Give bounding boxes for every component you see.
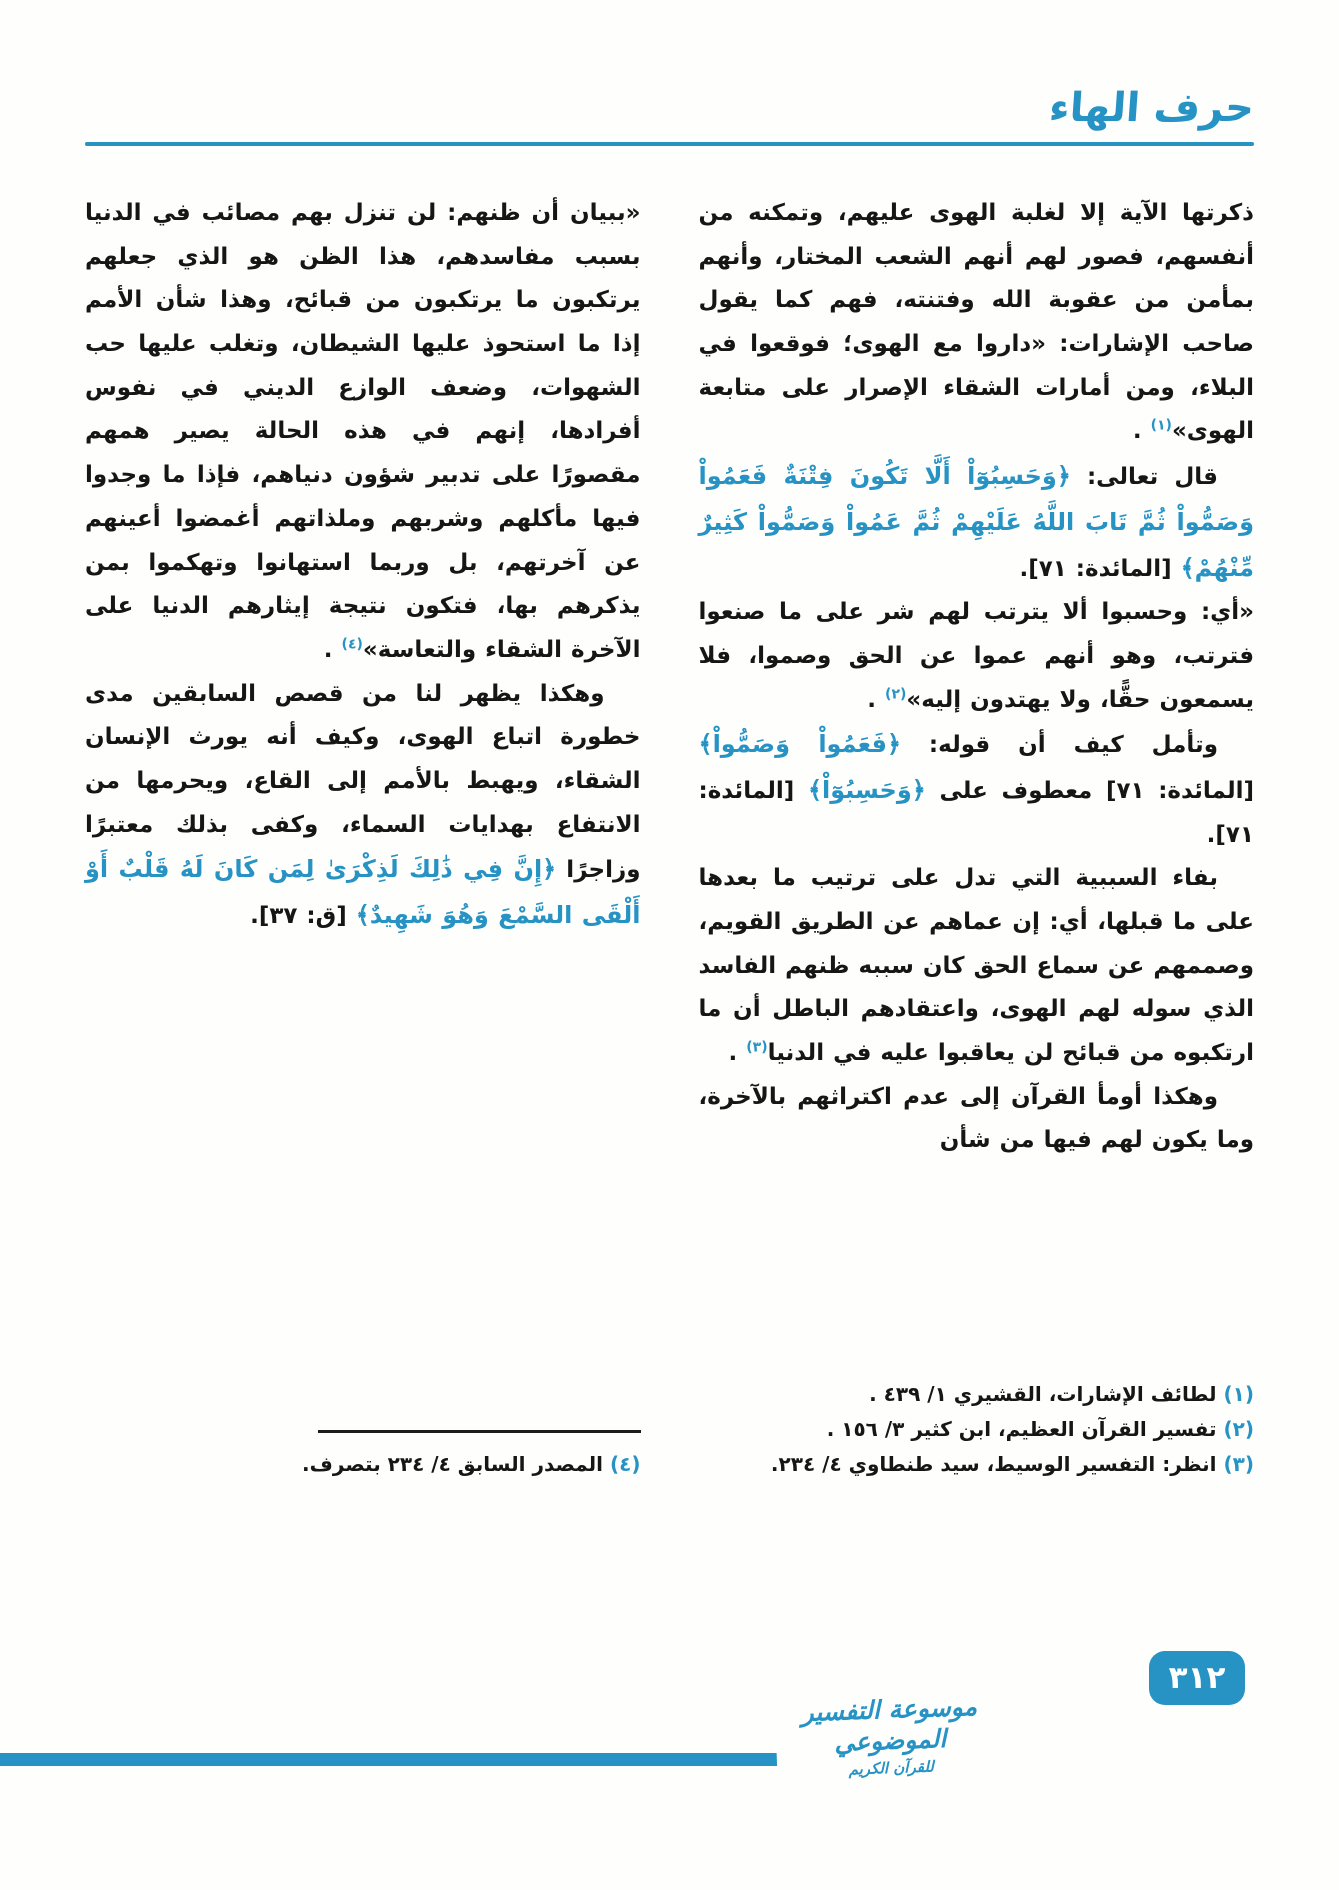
paragraph xyxy=(85,673,641,939)
footnote-text: لطائف الإشارات، القشيري ١/ ٤٣٩ . xyxy=(869,1382,1224,1406)
body-text: . xyxy=(323,636,342,663)
body-text: وهكذا أومأ القرآن إلى عدم اكتراثهم بالآخرة، وما يكون لهم فيها من شأن xyxy=(698,1083,1254,1154)
body-text: وتأمل كيف أن قوله: xyxy=(901,732,1218,759)
right-column xyxy=(699,192,1255,1482)
body-text: . xyxy=(728,1040,747,1067)
body-text: . xyxy=(1132,418,1151,445)
verse-citation: [المائدة: ٧١]. xyxy=(1019,555,1181,582)
verse-citation: [المائدة: ٧١] معطوف على xyxy=(925,777,1255,804)
quran-verse: ﴿فَعَمُواْ وَصَمُّواْ﴾ xyxy=(698,730,901,759)
paragraph xyxy=(699,857,1255,1075)
paragraph xyxy=(699,1076,1255,1163)
seal-subtitle: للقرآن الكريم xyxy=(848,1756,935,1778)
footnote-number: (٣) xyxy=(1223,1452,1254,1476)
footnote-ref: (٣) xyxy=(746,1039,768,1056)
left-column xyxy=(85,192,641,1482)
paragraph xyxy=(699,722,1255,857)
footnote-ref: (١) xyxy=(1150,417,1172,434)
text-columns xyxy=(85,192,1254,1482)
footnotes-left xyxy=(85,1430,641,1482)
verse-citation: [المائدة: ٧١]. xyxy=(698,777,1254,848)
quran-verse: ﴿وَحَسِبُوٓاْ أَلَّا تَكُونَ فِتْنَةٌ فَعَمُواْ وَصَمُّواْ ثُمَّ تَابَ اللَّهُ عَلَيْهِمْ ثُمَّ عَمُواْ وَصَمُّواْ كَثِيرٌ مِّنْهُمْ﴾ xyxy=(698,462,1254,582)
chapter-title: حرف الهاء xyxy=(1047,85,1256,131)
body-text: «أي: وحسبوا ألا يترتب لهم شر على ما صنعوا فترتب، وهو أنهم عموا عن الحق وصموا، فلا يسمعون حقًّا، ولا يهتدون إليه» xyxy=(698,599,1254,713)
footnotes-right xyxy=(699,1377,1255,1482)
page-number-badge: ٣١٢ xyxy=(1149,1651,1245,1705)
footnote-ref: (٢) xyxy=(885,685,907,702)
footnote-number: (١) xyxy=(1223,1382,1254,1406)
footnote-text: المصدر السابق ٤/ ٢٣٤ بتصرف. xyxy=(302,1452,610,1476)
body-text: . xyxy=(867,686,886,713)
body-text: «ببيان أن ظنهم: لن تنزل بهم مصائب في الدنيا بسبب مفاسدهم، هذا الظن هو الذي جعلهم يرتكبون ما يرتكبون من قبائح، وهذا شأن الأمم إذا ما استحوذ عليها الشيطان، وتغلب عليها حب الشهوات، وضعف الوازع الديني في نفوس أفرادها، إنهم في هذه الحالة يصير همهم مقصورًا على تدبير شؤون دنياهم، فإذا ما وجدوا فيها مأكلهم وشربهم وملذاتهم أغمضوا أعينهم عن آخرتهم، بل وربما استهانوا وتهكموا بمن يذكرهم بها، فتكون نتيجة إيثارهم الدنيا على الآخرة الشقاء والتعاسة» xyxy=(85,200,641,663)
paragraph xyxy=(699,192,1255,454)
header-divider xyxy=(85,142,1254,146)
verse-citation: [ق: ٣٧]. xyxy=(250,903,356,929)
publisher-seal xyxy=(774,1684,1005,1782)
footnote-separator xyxy=(318,1430,640,1433)
footnote-item xyxy=(85,1447,641,1482)
footnote-item xyxy=(699,1377,1255,1412)
footnote-number: (٢) xyxy=(1223,1417,1254,1441)
quran-verse: ﴿وَحَسِبُوٓاْ﴾ xyxy=(807,775,926,804)
footnote-item xyxy=(699,1447,1255,1482)
footnote-number: (٤) xyxy=(610,1452,641,1476)
footnote-ref: (٤) xyxy=(341,636,363,653)
seal-title: موسوعة التفسير الموضوعي xyxy=(800,1691,978,1757)
footnote-text: انظر: التفسير الوسيط، سيد طنطاوي ٤/ ٢٣٤. xyxy=(770,1452,1224,1476)
footnote-text: تفسير القرآن العظيم، ابن كثير ٣/ ١٥٦ . xyxy=(826,1417,1224,1441)
body-text: وهكذا يظهر لنا من قصص السابقين مدى خطورة اتباع الهوى، وكيف أنه يورث الإنسان الشقاء، ويهبط بالأمم إلى القاع، ويحرمها من الانتفاع بهدايات السماء، وكفى بذلك معتبرًا وزاجرًا xyxy=(85,680,641,884)
paragraph xyxy=(699,454,1255,591)
paragraph xyxy=(699,591,1255,722)
page-header xyxy=(85,86,1254,146)
body-text: ذكرتها الآية إلا لغلبة الهوى عليهم، وتمكنه من أنفسهم، فصور لهم أنهم الشعب المختار، وأنهم بمأمن من عقوبة الله وفتنته، فهم كما يقول صاحب الإشارات: «داروا مع الهوى؛ فوقعوا في البلاء، ومن أمارات الشقاء الإصرار على متابعة الهوى» xyxy=(698,200,1254,445)
body-text: قال تعالى: xyxy=(1070,464,1218,491)
body-text: بفاء السببية التي تدل على ترتيب ما بعدها على ما قبلها، أي: إن عماهم عن الطريق القويم، وصممهم عن سماع الحق كان سببه ظنهم الفاسد الذي سوله لهم الهوى، واعتقادهم الباطل أن ما ارتكبوه من قبائح لن يعاقبوا عليه في الدنيا xyxy=(698,865,1254,1067)
quran-verse: ﴿إِنَّ فِي ذَٰلِكَ لَذِكْرَىٰ لِمَن كَانَ لَهُ قَلْبٌ أَوْ أَلْقَى السَّمْعَ وَهُوَ شَهِيدٌ﴾ xyxy=(85,855,641,929)
footnote-item xyxy=(699,1412,1255,1447)
paragraph xyxy=(85,192,641,673)
